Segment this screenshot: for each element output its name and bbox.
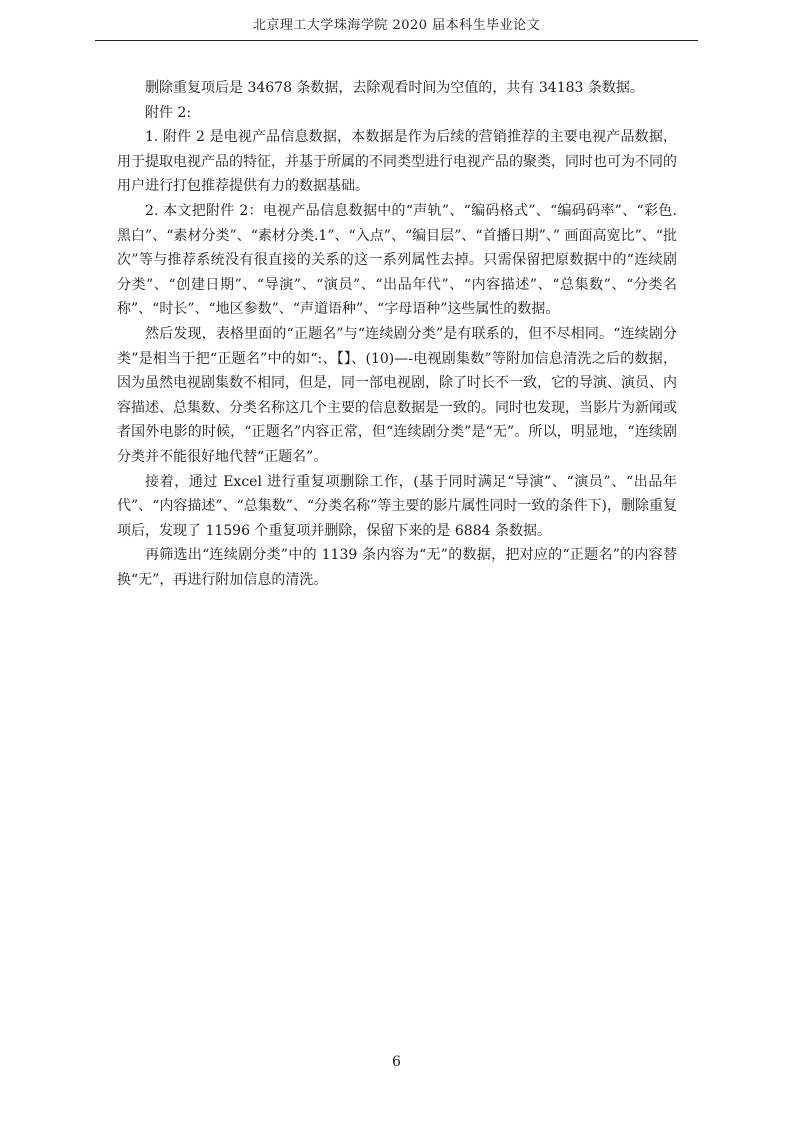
- paragraph: 接着，通过 Excel 进行重复项删除工作，(基于同时满足“导演”、“演员”、“出品年代”、“内容描述”、“总集数”、“分类名称”等主要的影片属性同时一致的条件下)，删除重复项后，发现了 11596 个重复项并删除，保留下来的是 6884 条数据。: [117, 473, 677, 539]
- running-header: 北京理工大学珠海学院 2020 届本科生毕业论文: [252, 18, 541, 33]
- paragraph: 2. 本文把附件 2：电视产品信息数据中的“声轨”、“编码格式”、“编码码率”、“彩色. 黑白”、“素材分类”、“素材分类.1”、“入点”、“编目层”、“首播日期”、” 画面高宽比”、“批次”等与推荐系统没有很直接的关系的这一系列属性去掉。只需保留把原数据中的“连续剧分类”、“创建日期”、“导演”、“演员”、“出品年代”、“内容描述”、“总集数”、“分类名称”、“时长”、“地区参数”、“声道语种”、“字母语种”这些属性的数据。: [117, 202, 677, 318]
- body-text: [117, 76, 677, 592]
- paragraph: 然后发现，表格里面的“正题名”与“连续剧分类”是有联系的，但不尽相同。“连续剧分类”是相当于把“正题名”中的如“:、【】、(10)—-电视剧集数”等附加信息清洗之后的数据，因为虽然电视剧集数不相同，但是，同一部电视剧，除了时长不一致，它的导演、演员、内容描述、总集数、分类名称这几个主要的信息数据是一致的。同时也发现，当影片为新闻或者国外电影的时候，“正题名”内容正常，但“连续剧分类”是“无”。所以，明显地，“连续剧分类并不能很好地代替“正题名”。: [117, 325, 677, 465]
- paragraph: 附件 2:: [145, 104, 192, 121]
- paragraph: 再筛选出“连续剧分类”中的 1139 条内容为“无”的数据，把对应的“正题名”的内容替换“无”，再进行附加信息的清洗。: [117, 547, 677, 588]
- paragraph: 1. 附件 2 是电视产品信息数据，本数据是作为后续的营销推荐的主要电视产品数据，用于提取电视产品的特征，并基于所属的不同类型进行电视产品的聚类，同时也可为不同的用户进行打包推荐提供有力的数据基础。: [117, 129, 677, 195]
- paragraph: 删除重复项后是 34678 条数据，去除观看时间为空值的，共有 34183 条数据。: [145, 80, 644, 96]
- page-number: 6: [392, 1054, 401, 1070]
- header-rule: [95, 40, 698, 41]
